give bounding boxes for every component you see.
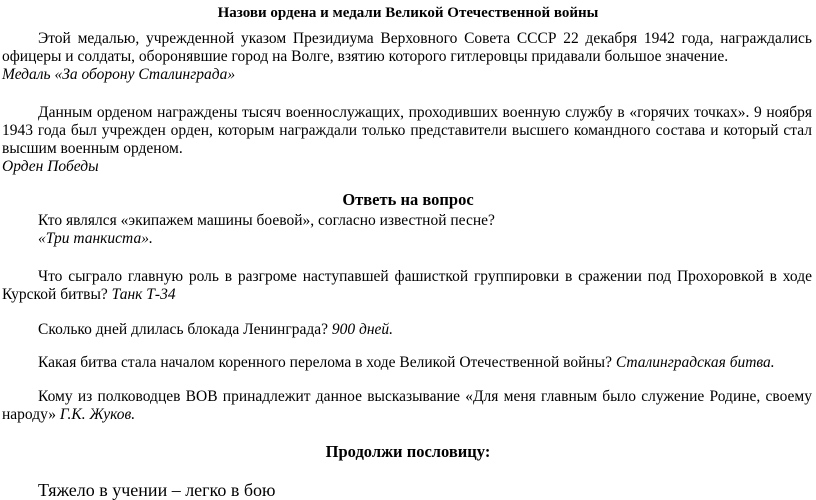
- order-description: [2, 104, 812, 176]
- question-4-text: Какая битва стала началом коренного перелома в ходе Великой Отечественной войны?: [38, 354, 612, 371]
- question-2: [2, 268, 812, 304]
- question-3-text: Сколько дней длилась блокада Ленинграда?: [38, 321, 328, 338]
- quiz-heading: Ответь на вопрос: [342, 190, 474, 209]
- question-1: [38, 212, 814, 248]
- question-5: [2, 388, 812, 424]
- order-text: Данным орденом награждены тысяч военнослужащих, проходивших военную службу в «горячих точках». 9 ноября 1943 года был учрежден орден, которым награждали только представители высшего командного состава и который стал высшим военным орденом.: [2, 104, 812, 157]
- question-2-answer: Танк Т-34: [111, 286, 176, 303]
- page-title: Назови ордена и медали Великой Отечественной войны: [217, 5, 599, 21]
- proverbs-heading: Продолжи пословицу:: [325, 442, 491, 461]
- question-2-text: Что сыграло главную роль в разгроме наступавшей фашисткой группировки в сражении под Прохоровкой в ходе Курской битвы?: [2, 268, 812, 303]
- order-answer: Орден Победы: [2, 158, 99, 175]
- question-3: [38, 321, 814, 339]
- question-3-answer: 900 дней.: [331, 321, 394, 338]
- medal-text: Этой медалью, учрежденной указом Президиума Верховного Совета СССР 22 декабря 1942 года, награждались офицеры и солдаты, оборонявшие город на Волге, взятию которого гитлеровцы придавали большое значение.: [2, 30, 812, 65]
- question-5-text: Кому из полководцев ВОВ принадлежит данное высказывание «Для меня главным было служение Родине, своему народу»: [2, 388, 812, 423]
- medal-description: [2, 30, 812, 84]
- medal-answer: Медаль «За оборону Сталинграда»: [2, 66, 236, 83]
- proverb-1: Тяжело в учении – легко в бою: [38, 480, 276, 500]
- question-1-answer: «Три танкиста».: [38, 230, 153, 247]
- question-1-text: Кто являлся «экипажем машины боевой», согласно известной песне?: [38, 212, 495, 229]
- question-5-answer: Г.К. Жуков.: [59, 406, 136, 423]
- question-4: [38, 354, 814, 372]
- question-4-answer: Сталинградская битва.: [615, 354, 775, 371]
